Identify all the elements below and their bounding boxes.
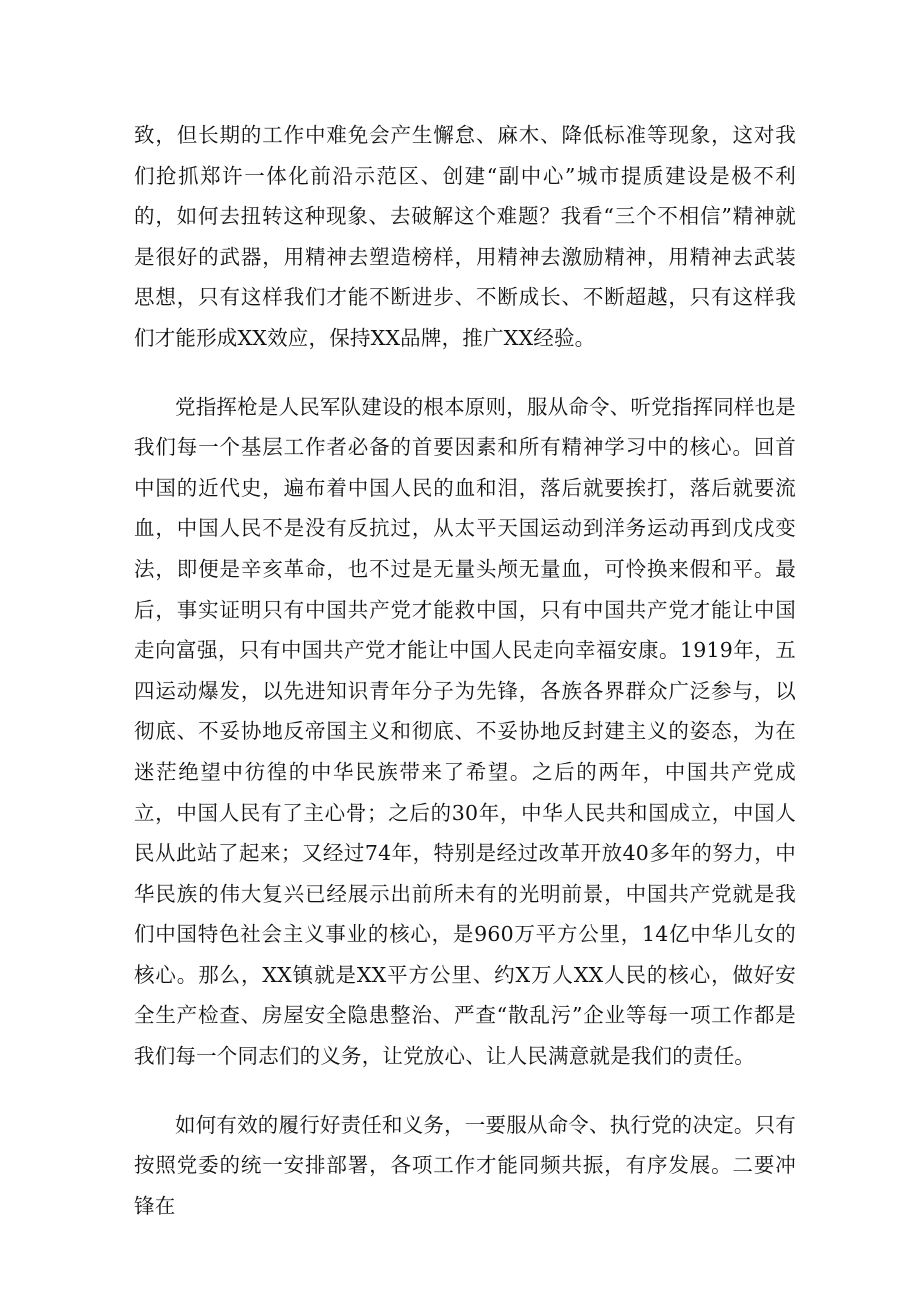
paragraph-party-leadership: 党指挥枪是人民军队建设的根本原则，服从命令、听党指挥同样也是我们每一个基层工作者必备的首要因素和所有精神学习中的核心。回首中国的近代史，遍布着中国人民的血和泪，落后就要挨打，落后就要流血，中国人民不是没有反抗过，从太平天国运动到洋务运动再到戊戌变法，即便是辛亥革命，也不过是无量头颅无量血，可怜换来假和平。最后，事实证明只有中国共产党才能救中国，只有中国共产党才能让中国走向富强，只有中国共产党才能让中国人民走向幸福安康。1919年，五四运动爆发，以先进知识青年分子为先锋，各族各界群众广泛参与，以彻底、不妥协地反帝国主义和彻底、不妥协地反封建主义的姿态，为在迷茫绝望中彷徨的中华民族带来了希望。之后的两年，中国共产党成立，中国人民有了主心骨；之后的30年，中华人民共和国成立，中国人民从此站了起来；又经过74年，特别是经过改革开放40多年的努力，中华民族的伟大复兴已经展示出前所未有的光明前景，中国共产党就是我们中国特色社会主义事业的核心，是960万平方公里，14亿中华儿女的核心。那么，XX镇就是XX平方公里、约X万人XX人民的核心，做好安全生产检查、房屋安全隐患整治、严查“散乱污”企业等每一项工作都是我们每一个同志们的义务，让党放心、让人民满意就是我们的责任。: [134, 394, 796, 1069]
document-body: [134, 115, 796, 1226]
paragraph-continuation: 致，但长期的工作中难免会产生懈怠、麻木、降低标准等现象，这对我们抢抓郑许一体化前沿示范区、创建“副中心”城市提质建设是极不利的，如何去扭转这种现象、去破解这个难题？我看“三个不相信”精神就是很好的武器，用精神去塑造榜样，用精神去激励精神，用精神去武装思想，只有这样我们才能不断进步、不断成长、不断超越，只有这样我们才能形成XX效应，保持XX品牌，推广XX经验。: [134, 123, 796, 350]
paragraph-responsibility: 如何有效的履行好责任和义务，一要服从命令、执行党的决定。只有按照党委的统一安排部署，各项工作才能同频共振，有序发展。二要冲锋在: [134, 1112, 796, 1218]
